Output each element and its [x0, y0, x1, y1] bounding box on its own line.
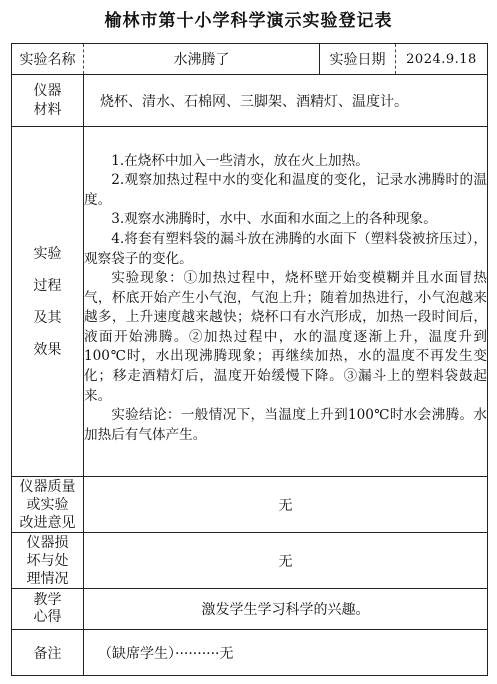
damage-label	[12, 533, 84, 589]
process-step: 4.将套有塑料袋的漏斗放在沸腾的水面下（塑料袋被挤压过），观察袋子的变化。	[84, 230, 487, 267]
remarks-label: 备注	[12, 630, 84, 676]
page-title: 榆林市第十小学科学演示实验登记表	[104, 11, 393, 31]
quality-label-line: 仪器质量	[19, 478, 76, 495]
process-label-line: 实验	[33, 245, 62, 262]
process-label	[12, 127, 84, 477]
instruments-row	[12, 75, 488, 127]
experiment-name-value: 水沸腾了	[84, 44, 320, 75]
experiment-date-value: 2024.9.18	[396, 44, 488, 75]
process-step: 3.观察水沸腾时，水中、水面和水面之上的各种现象。	[111, 211, 437, 228]
process-label-line: 效果	[33, 341, 62, 358]
reflection-label-line: 心得	[33, 609, 62, 625]
experiment-date-label: 实验日期	[320, 44, 396, 75]
remarks-value: （缺席学生）··········无	[84, 630, 488, 676]
process-label-line: 及其	[33, 309, 62, 326]
reflection-row	[12, 589, 488, 630]
quality-row	[12, 477, 488, 533]
process-conclusion: 实验结论：一般情况下，当温度上升到100℃时水会沸腾。水加热后有气体产生。	[84, 407, 487, 443]
reflection-label-line: 教学	[33, 592, 62, 608]
damage-label-line: 理情况	[26, 570, 69, 587]
experiment-row	[12, 44, 488, 75]
instruments-label-line: 仪器	[33, 82, 62, 99]
damage-row	[12, 533, 488, 589]
quality-label-line: 或实验	[26, 496, 69, 513]
reflection-label	[12, 589, 84, 630]
quality-label	[12, 477, 84, 533]
process-step: 1.在烧杯中加入一些清水，放在火上加热。	[111, 152, 369, 169]
process-content	[84, 127, 488, 477]
instruments-value: 烧杯、清水、石棉网、三脚架、酒精灯、温度计。	[84, 75, 488, 127]
instruments-label	[12, 75, 84, 127]
reflection-value: 激发学生学习科学的兴趣。	[84, 589, 488, 630]
process-step: 2.观察加热过程中水的变化和温度的变化，记录水沸腾时的温度。	[84, 172, 487, 208]
quality-value: 无	[84, 477, 488, 533]
damage-label-line: 坏与处	[26, 552, 69, 569]
registration-form	[11, 43, 488, 676]
damage-label-line: 仪器损	[26, 534, 69, 551]
quality-label-line: 改进意见	[19, 514, 76, 531]
instruments-label-line: 材料	[33, 101, 62, 118]
experiment-name-label: 实验名称	[12, 44, 84, 75]
process-row	[12, 127, 488, 477]
process-phenomenon: 实验现象：①加热过程中，烧杯壁开始变模糊并且水面冒热气，杯底开始产生小气泡，气泡上升；随着加热进行，小气泡越来越多，上升速度越来越快；烧杯口有水汽形成，加热一段时间后，液面开始沸腾。②加热过程中，水的温度逐渐上升，温度升到100℃时，水出现沸腾现象；再继续加热，水的温度不再发生变化；移走酒精灯后，温度开始缓慢下降。③漏斗上的塑料袋鼓起来。	[84, 270, 487, 404]
damage-value: 无	[84, 533, 488, 589]
process-label-line: 过程	[33, 277, 62, 294]
remarks-row	[12, 630, 488, 676]
